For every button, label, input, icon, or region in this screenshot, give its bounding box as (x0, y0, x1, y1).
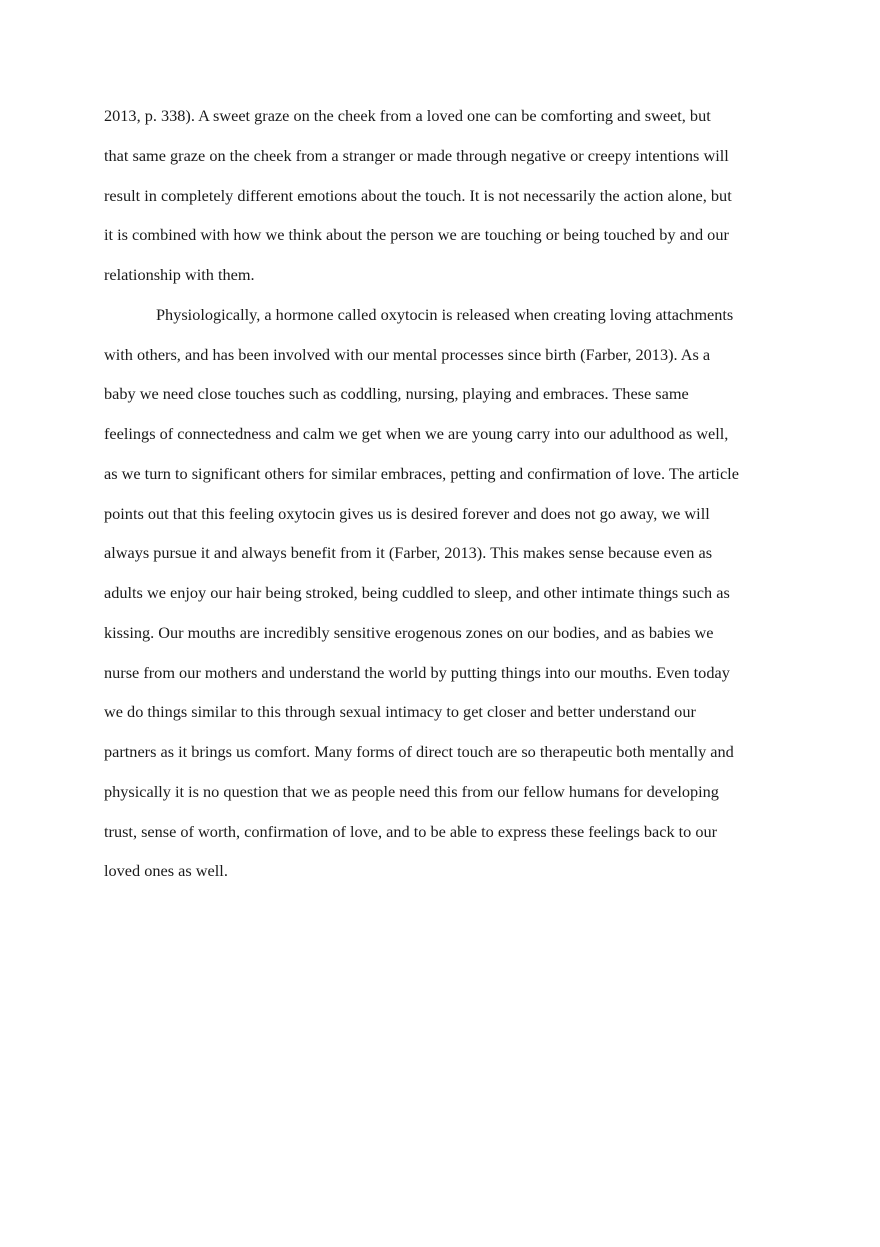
text-line: we do things similar to this through sexual intimacy to get closer and better understand our (104, 702, 696, 722)
paragraph-2 (104, 300, 784, 896)
text-line: trust, sense of worth, confirmation of love, and to be able to express these feelings back to our (104, 821, 718, 841)
text-line: loved ones as well. (104, 861, 228, 881)
text-line: relationship with them. (104, 265, 255, 284)
text-line: baby we need close touches such as coddling, nursing, playing and embraces. These same (104, 384, 689, 404)
text-line: physically it is no question that we as people need this from our fellow humans for developing (104, 781, 719, 801)
text-line: that same graze on the cheek from a stranger or made through negative or creepy intentions will (104, 145, 729, 165)
text-line: nurse from our mothers and understand the world by putting things into our mouths. Even today (104, 662, 730, 682)
text-line: adults we enjoy our hair being stroked, being cuddled to sleep, and other intimate things such as (104, 583, 730, 602)
text-line: result in completely different emotions about the touch. It is not necessarily the action alone, but (104, 185, 732, 205)
text-line: always pursue it and always benefit from it (Farber, 2013). This makes sense because even as (104, 543, 713, 563)
text-line: points out that this feeling oxytocin gives us is desired forever and does not go away, we will (104, 503, 710, 523)
text-line: as we turn to significant others for similar embraces, petting and confirmation of love. The article (104, 463, 739, 483)
text-line: it is combined with how we think about the person we are touching or being touched by and our (104, 225, 729, 245)
text-line: with others, and has been involved with our mental processes since birth (Farber, 2013). As a (104, 344, 711, 364)
text-line-indented: Physiologically, a hormone called oxytocin is released when creating loving attachments (156, 304, 734, 324)
paragraph-1 (104, 101, 784, 300)
text-line: partners as it brings us comfort. Many forms of direct touch are so therapeutic both mentally and (104, 742, 734, 761)
body-text (104, 101, 784, 896)
text-line: 2013, p. 338). A sweet graze on the cheek from a loved one can be comforting and sweet, but (104, 106, 711, 125)
text-line: feelings of connectedness and calm we get when we are young carry into our adulthood as well, (104, 424, 729, 443)
text-line: kissing. Our mouths are incredibly sensitive erogenous zones on our bodies, and as babies we (104, 622, 714, 642)
